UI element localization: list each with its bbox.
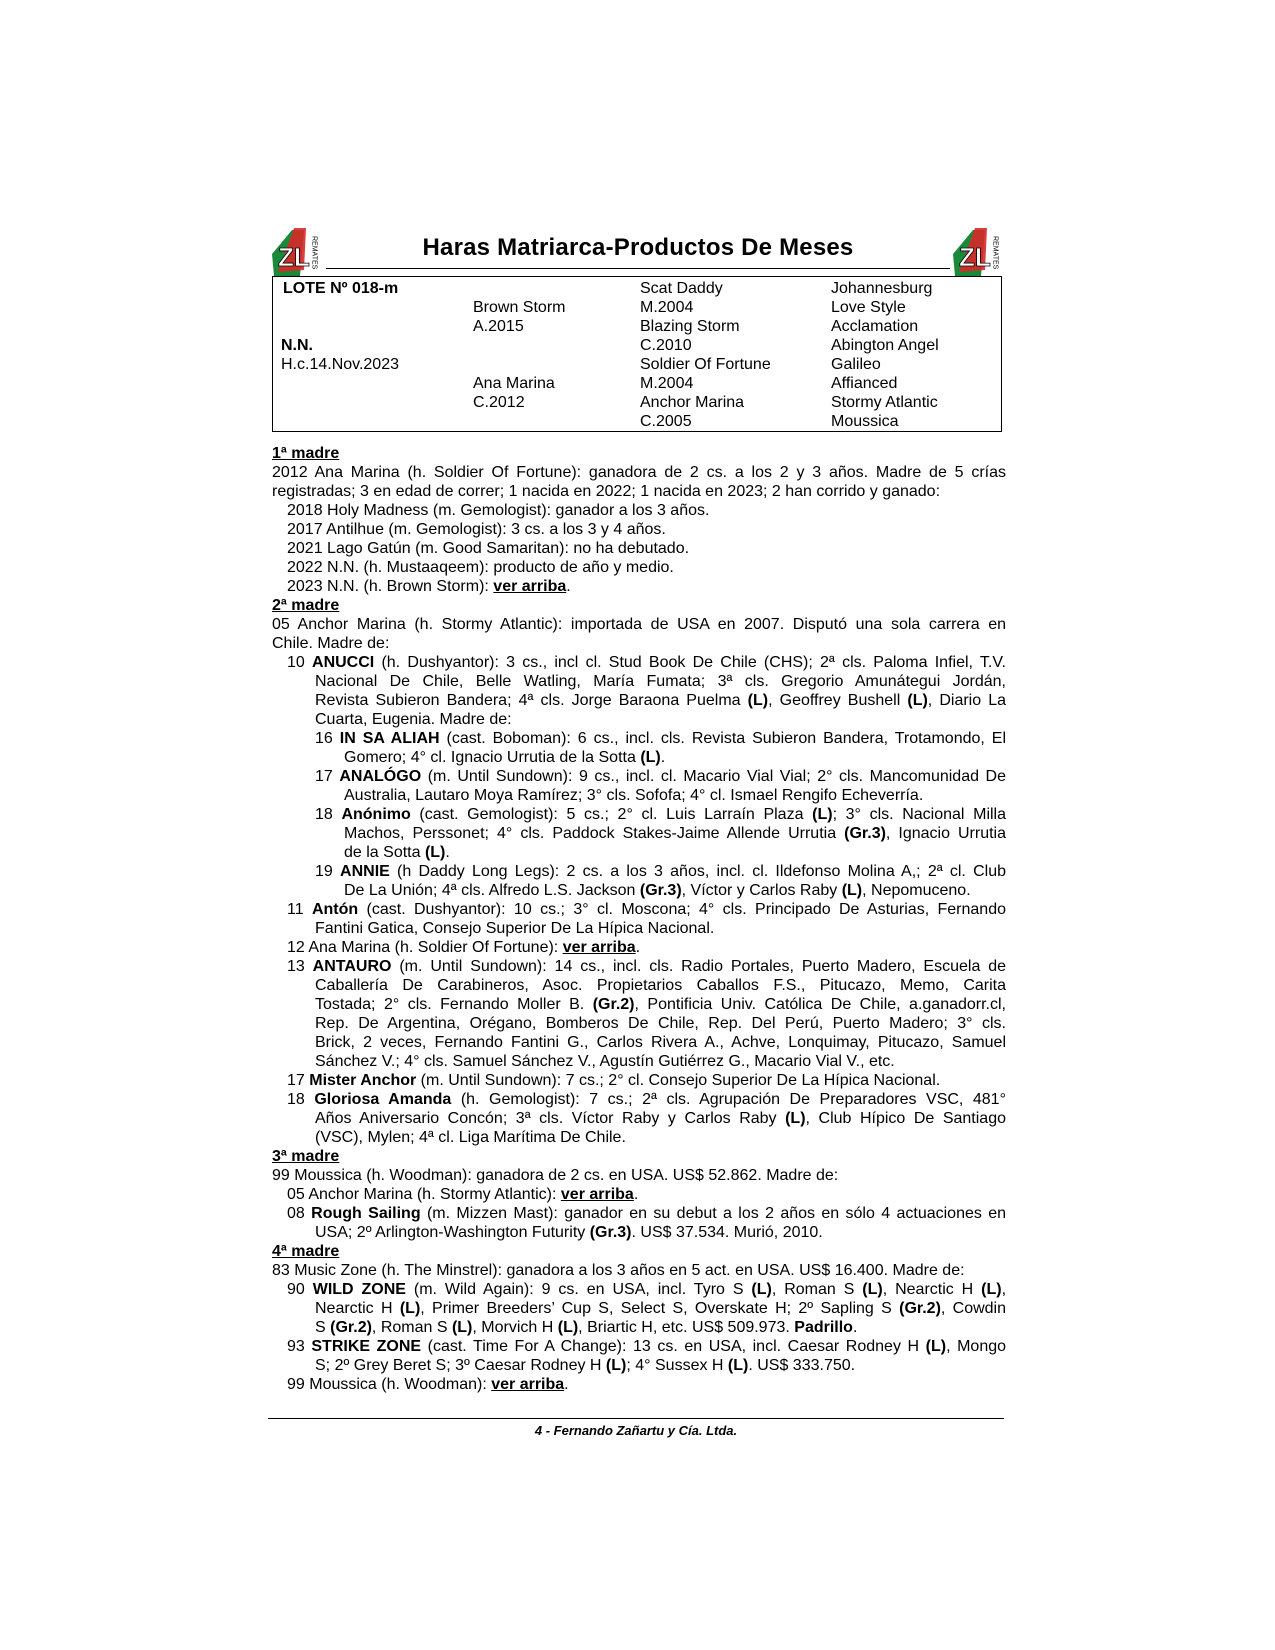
produce-entry: 99 Moussica (h. Woodman): ver arriba.	[287, 1376, 569, 1393]
produce-entry-cont: Nacional De Chile, Belle Watling, María Fumata; 3ª cls. Gregorio Amunátegui Jordán,	[315, 673, 1006, 690]
produce-entry-cont: Rep. De Argentina, Orégano, Bomberos De Chile, Rep. Del Perú, Puerto Madero; 3° cls.	[315, 1015, 1006, 1032]
page-footer: 4 - Fernando Zañartu y Cía. Ltda.	[534, 1423, 738, 1438]
fourth-dam-heading: 4ª madre	[272, 1243, 340, 1260]
produce-entry: 2018 Holy Madness (m. Gemologist): ganador a los 3 años.	[287, 502, 710, 519]
title-divider	[326, 268, 950, 269]
lote-number: LOTE Nº 018-m	[283, 280, 399, 297]
logo-letters: ZL	[959, 242, 991, 272]
produce-entry-cont: USA; 2º Arlington-Washington Futurity (Gr.3). US$ 37.534. Murió, 2010.	[315, 1224, 823, 1241]
sire-sire: Scat Daddy	[640, 280, 723, 297]
grand-ancestor: Affianced	[831, 375, 898, 392]
logo-letters: ZL	[278, 242, 310, 272]
fourth-dam-text: 83 Music Zone (h. The Minstrel): ganadora a los 3 años en 5 act. en USA. US$ 16.400. Madre de:	[272, 1262, 965, 1279]
produce-entry: 16 IN SA ALIAH (cast. Boboman): 6 cs., incl. cls. Revista Subieron Bandera, Trotamondo, El	[315, 730, 1007, 747]
produce-entry: 17 ANALÓGO (m. Until Sundown): 9 cs., incl. cl. Macario Vial Vial; 2° cls. Mancomunidad De	[315, 768, 1007, 785]
dam-info: C.2012	[473, 394, 525, 411]
produce-entry: 2021 Lago Gatún (m. Good Samaritan): no ha debutado.	[287, 540, 690, 557]
produce-entry: 17 Mister Anchor (m. Until Sundown): 7 cs.; 2° cl. Consejo Superior De La Hípica Nacional.	[287, 1072, 941, 1089]
first-dam-heading: 1ª madre	[272, 445, 340, 462]
grand-ancestor: Abington Angel	[831, 337, 939, 354]
produce-entry: 12 Ana Marina (h. Soldier Of Fortune): ver arriba.	[287, 939, 641, 956]
third-dam-heading: 3ª madre	[272, 1148, 340, 1165]
produce-entry: 11 Antón (cast. Dushyantor): 10 cs.; 3° cl. Moscona; 4° cls. Principado De Asturias, Fernando	[287, 901, 1006, 918]
produce-entry-cont: Nearctic H (L), Primer Breeders’ Cup S, Select S, Overskate H; 2º Sapling S (Gr.2), Cowdin	[315, 1300, 1007, 1317]
produce-entry: 90 WILD ZONE (m. Wild Again): 9 cs. en USA, incl. Tyro S (L), Roman S (L), Nearctic H (L),	[287, 1281, 1007, 1298]
produce-entry: 13 ANTAURO (m. Until Sundown): 14 cs., incl. cls. Radio Portales, Puerto Madero, Escuela de	[287, 958, 1006, 975]
grand-ancestor: Galileo	[831, 356, 881, 373]
produce-entry: 19 ANNIE (h Daddy Long Legs): 2 cs. a los 3 años, incl. cl. Ildefonso Molina A,; 2ª cl. Club	[315, 863, 1007, 880]
produce-entry-cont: de la Sotta (L).	[344, 844, 450, 861]
dam-dam: Anchor Marina	[640, 394, 745, 411]
second-dam-text: Chile. Madre de:	[272, 635, 390, 652]
produce-entry: 2022 N.N. (h. Mustaaqeem): producto de año y medio.	[287, 559, 674, 576]
dam-sire: Soldier Of Fortune	[640, 356, 771, 373]
sire-info: A.2015	[473, 318, 524, 335]
ver-arriba-link[interactable]: ver arriba	[562, 939, 636, 956]
dam-sire-info: M.2004	[640, 375, 694, 392]
produce-entry: 10 ANUCCI (h. Dushyantor): 3 cs., incl cl. Stud Book De Chile (CHS); 2ª cls. Paloma Infiel, T.V.	[287, 654, 1006, 671]
sire-dam-info: C.2010	[640, 337, 692, 354]
second-dam-text: 05 Anchor Marina (h. Stormy Atlantic): importada de USA en 2007. Disputó una sola carrera en	[272, 616, 1006, 633]
horse-name-bold: ANUCCI	[312, 654, 375, 671]
produce-entry-cont: Sánchez V.; 4° cls. Samuel Sánchez V., Agustín Gutiérrez G., Macario Vial V., etc.	[315, 1053, 895, 1070]
first-dam-text: registradas; 3 en edad de correr; 1 nacida en 2022; 1 nacida en 2023; 2 han corrido y ganado:	[272, 483, 941, 500]
produce-entry-cont: Australia, Lautaro Moya Ramírez; 3° cls. Sofofa; 4° cl. Ismael Rengifo Echeverría.	[344, 787, 924, 804]
produce-entry-cont: Machos, Perssonet; 4° cls. Paddock Stakes-Jaime Allende Urrutia (Gr.3), Ignacio Urrutia	[344, 825, 1007, 842]
first-dam-text: 2012 Ana Marina (h. Soldier Of Fortune): ganadora de 2 cs. a los 2 y 3 años. Madre de 5 crías	[272, 464, 1006, 481]
produce-entry-cont: Brick, 2 veces, Fernando Fantini G., Carlos Rivera A., Achve, Lonquimay, Pitucazo, Samuel	[315, 1034, 1006, 1051]
footer-divider	[268, 1418, 1004, 1419]
dam-name: Ana Marina	[473, 375, 555, 392]
produce-entry: 08 Rough Sailing (m. Mizzen Mast): ganador en su debut a los 2 años en sólo 4 actuaciones en	[287, 1205, 1007, 1222]
produce-entry-cont: Cuarta, Eugenia. Madre de:	[315, 711, 512, 728]
logo-remates: REMATES	[991, 236, 999, 270]
produce-entry-cont: Caballería De Carabineros, Asoc. Propietarios Caballos F.S., Pitucazo, Memo, Carita	[315, 977, 1006, 994]
produce-entry: 2023 N.N. (h. Brown Storm): ver arriba.	[287, 578, 571, 595]
produce-text: 2023 N.N. (h. Brown Storm):	[287, 578, 494, 595]
catalog-body	[272, 444, 1006, 1394]
zl-remates-logo-left	[270, 226, 326, 278]
grand-ancestor: Acclamation	[831, 318, 919, 335]
page-title: Haras Matriarca-Productos De Meses	[422, 234, 854, 261]
produce-entry: 93 STRIKE ZONE (cast. Time For A Change): 13 cs. en USA, incl. Caesar Rodney H (L), Mongo	[287, 1338, 1007, 1355]
produce-entry: 2017 Antilhue (m. Gemologist): 3 cs. a los 3 y 4 años.	[287, 521, 666, 538]
produce-entry-cont: Años Aniversario Concón; 3ª cls. Víctor Raby y Carlos Raby (L), Club Hípico De Santiago	[315, 1110, 1006, 1127]
grand-ancestor: Stormy Atlantic	[831, 394, 938, 411]
sire-name: Brown Storm	[473, 299, 566, 316]
zl-remates-logo-right	[951, 226, 1007, 278]
horse-info: H.c.14.Nov.2023	[281, 356, 399, 373]
grand-ancestor: Johannesburg	[831, 280, 933, 297]
produce-entry: 18 Anónimo (cast. Gemologist): 5 cs.; 2° cl. Luis Larraín Plaza (L); 3° cls. Nacional Milla	[315, 806, 1007, 823]
logo-remates: REMATES	[310, 236, 318, 270]
horse-name: N.N.	[281, 337, 313, 354]
ver-arriba-link[interactable]: ver arriba	[491, 1376, 565, 1393]
produce-entry-cont: Tostada; 2° cls. Fernando Moller B. (Gr.2), Pontificia Univ. Católica De Chile, a.ganadorr.cl,	[315, 996, 1007, 1013]
grand-ancestor: Moussica	[831, 413, 899, 430]
ver-arriba-link[interactable]: ver arriba	[493, 578, 567, 595]
sire-sire-info: M.2004	[640, 299, 694, 316]
dam-dam-info: C.2005	[640, 413, 692, 430]
produce-entry-cont: S; 2º Grey Beret S; 3º Caesar Rodney H (L); 4° Sussex H (L). US$ 333.750.	[315, 1357, 856, 1374]
ver-arriba-link[interactable]: ver arriba	[560, 1186, 634, 1203]
sire-dam: Blazing Storm	[640, 318, 740, 335]
grand-ancestor: Love Style	[831, 299, 906, 316]
produce-entry-cont: Revista Subieron Bandera; 4ª cls. Jorge Baraona Puelma (L), Geoffrey Bushell (L), Diario La	[315, 692, 1007, 709]
third-dam-text: 99 Moussica (h. Woodman): ganadora de 2 cs. en USA. US$ 52.862. Madre de:	[272, 1167, 839, 1184]
produce-entry-cont: S (Gr.2), Roman S (L), Morvich H (L), Briartic H, etc. US$ 509.973. Padrillo.	[315, 1319, 858, 1336]
produce-entry-cont: Fantini Gatica, Consejo Superior De La Hípica Nacional.	[315, 920, 715, 937]
produce-entry-cont: (VSC), Mylen; 4ª cl. Liga Marítima De Chile.	[315, 1129, 626, 1146]
produce-entry-cont: Gomero; 4° cl. Ignacio Urrutia de la Sotta (L).	[344, 749, 666, 766]
produce-entry: 05 Anchor Marina (h. Stormy Atlantic): ver arriba.	[287, 1186, 639, 1203]
produce-entry-cont: De La Unión; 4ª cls. Alfredo L.S. Jackson (Gr.3), Víctor y Carlos Raby (L), Nepomuceno.	[344, 882, 971, 899]
second-dam-heading: 2ª madre	[272, 597, 340, 614]
produce-entry: 18 Gloriosa Amanda (h. Gemologist): 7 cs.; 2ª cls. Agrupación De Preparadores VSC, 481°	[287, 1091, 1006, 1108]
